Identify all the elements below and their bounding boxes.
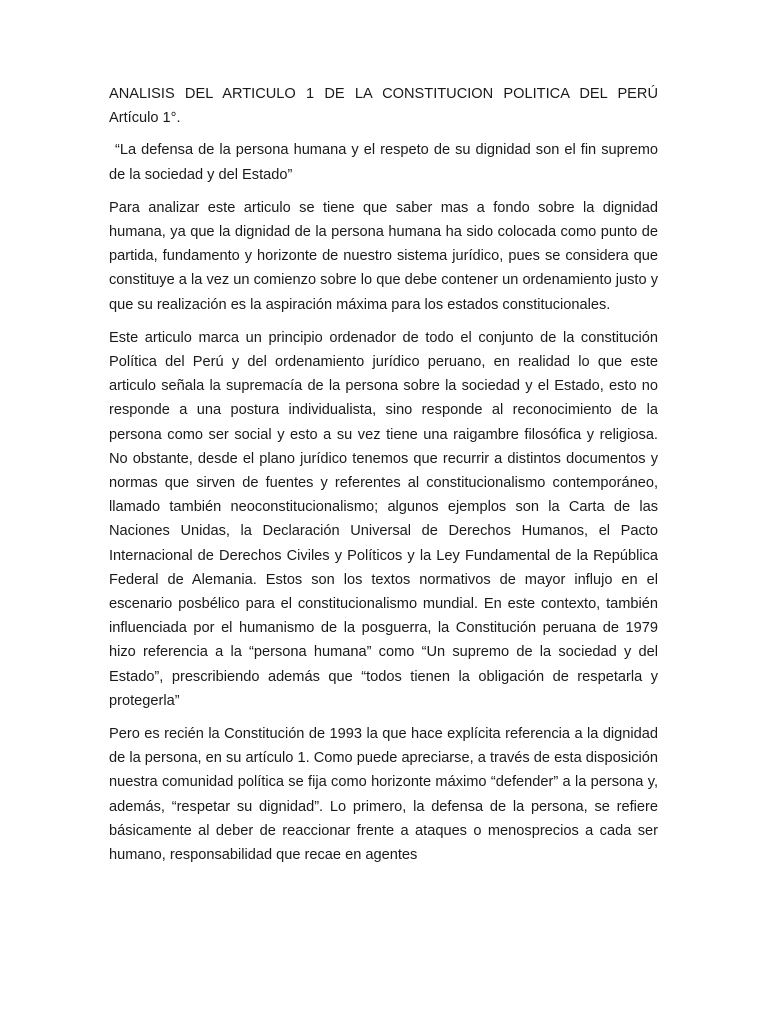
paragraph-1: Para analizar este articulo se tiene que saber mas a fondo sobre la dignidad humana, ya que la dignidad de la persona humana ha sido colocada como punto de partida, fundamento y horizonte de nuestro sistema jurídico, pues se considera que constituye a la vez un comienzo sobre lo que debe contener un ordenamiento justo y que su realización es la aspiración máxima para los estados constitucionales. xyxy=(109,199,658,313)
document-body xyxy=(109,82,658,876)
article-label: Artículo 1°. xyxy=(109,110,181,127)
document-title: ANALISIS DEL ARTICULO 1 DE LA CONSTITUCION POLITICA DEL PERÚ xyxy=(109,86,658,102)
article-quote: “La defensa de la persona humana y el respeto de su dignidad son el fin supremo de la sociedad y del Estado” xyxy=(109,142,658,183)
paragraph-3: Pero es recién la Constitución de 1993 la que hace explícita referencia a la dignidad de la persona, en su artículo 1. Como puede apreciarse, a través de esta disposición nuestra comunidad política se fija como horizonte máximo “defender” a la persona y, además, “respetar su dignidad”. Lo primero, la defensa de la persona, se refiere básicamente al deber de reaccionar frente a ataques o menosprecios a cada ser humano, responsabilidad que recae en agentes xyxy=(109,726,658,864)
heading-block xyxy=(109,82,658,130)
paragraph-2: Este articulo marca un principio ordenador de todo el conjunto de la constitución Política del Perú y del ordenamiento jurídico peruano, en realidad lo que este articulo señala la supremacía de la persona sobre la sociedad y el Estado, esto no responde a una postura individualista, sino responde al reconocimiento de la persona como ser social y esto a su vez tiene una raigambre filosófica y religiosa. No obstante, desde el plano jurídico tenemos que recurrir a distintos documentos y normas que sirven de fuentes y referentes al constitucionalismo contemporáneo, llamado también neoconstitucionalismo; algunos ejemplos son la Carta de las Naciones Unidas, la Declaración Universal de Derechos Humanos, el Pacto Internacional de Derechos Civiles y Políticos y la Ley Fundamental de la República Federal de Alemania. Estos son los textos normativos de mayor influjo en el escenario posbélico para el constitucionalismo mundial. En este contexto, también influenciada por el humanismo de la posguerra, la Constitución peruana de 1979 hizo referencia a la “persona humana” como “Un supremo de la sociedad y del Estado”, prescribiendo además que “todos tienen la obligación de respetarla y protegerla” xyxy=(109,329,658,709)
